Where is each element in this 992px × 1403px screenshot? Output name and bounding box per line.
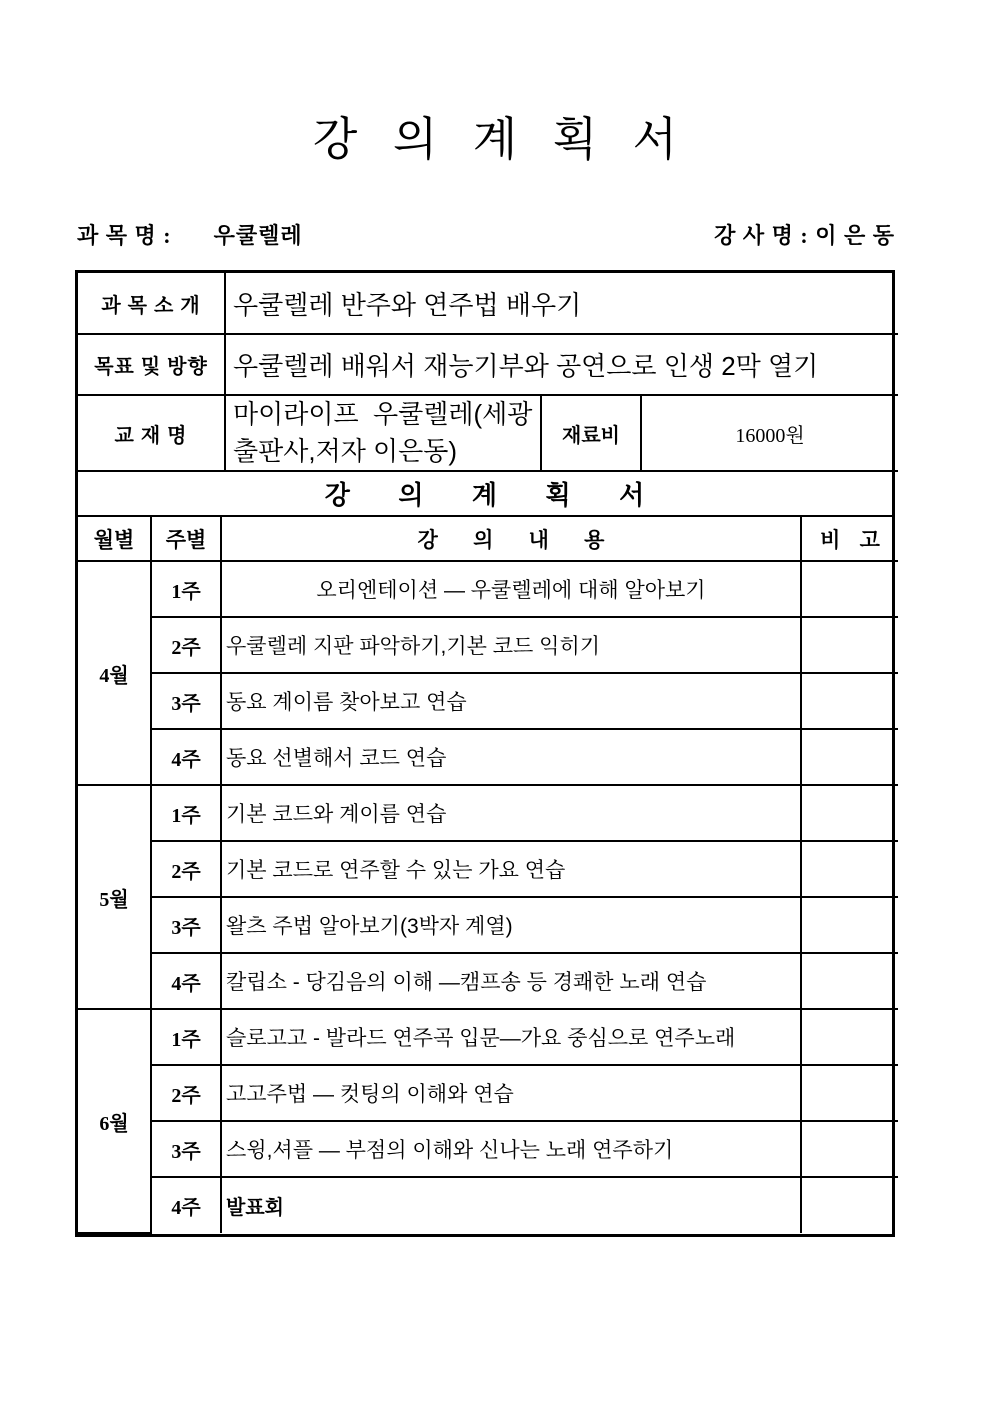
textbook-value: 마이라이프 우쿨렐레(세광출판사,저자 이은동)	[225, 395, 541, 471]
page-title: 강 의 계 획 서	[312, 114, 680, 165]
course-intro-value: 우쿨렐레 반주와 연주법 배우기	[225, 273, 898, 334]
schedule-row	[78, 785, 898, 841]
goal-label: 목표 및 방향	[78, 334, 225, 395]
content-cell: 동요 계이름 찾아보고 연습	[221, 673, 801, 729]
lecture-plan-table	[75, 270, 895, 1237]
schedule-table	[78, 517, 898, 1234]
content-cell: 칼립소 - 당김음의 이해 —캠프송 등 경쾌한 노래 연습	[221, 953, 801, 1009]
week-cell: 1주	[151, 561, 221, 617]
content-cell: 왈츠 주법 알아보기(3박자 계열)	[221, 897, 801, 953]
week-cell: 2주	[151, 841, 221, 897]
course-info-table	[78, 273, 898, 472]
note-cell	[801, 617, 898, 673]
meta-line	[77, 219, 895, 252]
schedule-row	[78, 1177, 898, 1233]
week-cell: 3주	[151, 1121, 221, 1177]
week-cell: 2주	[151, 1065, 221, 1121]
content-cell: 발표회	[221, 1177, 801, 1233]
note-cell	[801, 897, 898, 953]
schedule-row	[78, 953, 898, 1009]
schedule-row	[78, 841, 898, 897]
material-fee-label: 재료비	[541, 395, 641, 471]
week-cell: 4주	[151, 729, 221, 785]
content-cell: 고고주법 — 컷팅의 이해와 연습	[221, 1065, 801, 1121]
table-row	[78, 273, 898, 334]
month-cell: 4월	[78, 561, 151, 785]
table-row	[78, 472, 892, 516]
week-cell: 4주	[151, 1177, 221, 1233]
table-row	[78, 395, 898, 471]
schedule-row	[78, 561, 898, 617]
header-note: 비 고	[801, 517, 898, 561]
month-cell: 6월	[78, 1009, 151, 1233]
content-cell: 오리엔테이션 — 우쿨렐레에 대해 알아보기	[221, 561, 801, 617]
course-name-group	[77, 219, 303, 252]
week-cell: 3주	[151, 897, 221, 953]
material-fee-value: 16000원	[641, 395, 898, 471]
note-cell	[801, 561, 898, 617]
course-intro-label: 과 목 소 개	[78, 273, 225, 334]
schedule-row	[78, 729, 898, 785]
note-cell	[801, 1065, 898, 1121]
week-cell: 4주	[151, 953, 221, 1009]
week-cell: 1주	[151, 785, 221, 841]
note-cell	[801, 841, 898, 897]
content-cell: 우쿨렐레 지판 파악하기,기본 코드 익히기	[221, 617, 801, 673]
instructor-name: 강 사 명 : 이 은 동	[714, 223, 895, 249]
section-title-table	[78, 472, 892, 517]
week-cell: 1주	[151, 1009, 221, 1065]
content-cell: 슬로고고 - 발라드 연주곡 입문—가요 중심으로 연주노래	[221, 1009, 801, 1065]
table-row	[78, 334, 898, 395]
course-name-value: 우쿨렐레	[213, 223, 303, 249]
schedule-body	[78, 517, 898, 1233]
section-title: 강 의 계 획 서	[78, 472, 892, 516]
note-cell	[801, 1009, 898, 1065]
header-month: 월별	[78, 517, 151, 561]
content-cell: 동요 선별해서 코드 연습	[221, 729, 801, 785]
course-name-label: 과 목 명 :	[77, 223, 172, 249]
note-cell	[801, 729, 898, 785]
content-cell: 기본 코드와 계이름 연습	[221, 785, 801, 841]
schedule-row	[78, 617, 898, 673]
header-week: 주별	[151, 517, 221, 561]
month-cell: 5월	[78, 785, 151, 1009]
schedule-row	[78, 1065, 898, 1121]
content-cell: 기본 코드로 연주할 수 있는 가요 연습	[221, 841, 801, 897]
note-cell	[801, 953, 898, 1009]
week-cell: 2주	[151, 617, 221, 673]
content-cell: 스윙,셔플 — 부점의 이해와 신나는 노래 연주하기	[221, 1121, 801, 1177]
note-cell	[801, 1121, 898, 1177]
schedule-row	[78, 1009, 898, 1065]
note-cell	[801, 1177, 898, 1233]
schedule-row	[78, 673, 898, 729]
note-cell	[801, 673, 898, 729]
note-cell	[801, 785, 898, 841]
textbook-label: 교 재 명	[78, 395, 225, 471]
goal-value: 우쿨렐레 배워서 재능기부와 공연으로 인생 2막 열기	[225, 334, 898, 395]
schedule-header-row	[78, 517, 898, 561]
schedule-row	[78, 897, 898, 953]
week-cell: 3주	[151, 673, 221, 729]
schedule-row	[78, 1121, 898, 1177]
header-content: 강 의 내 용	[221, 517, 801, 561]
